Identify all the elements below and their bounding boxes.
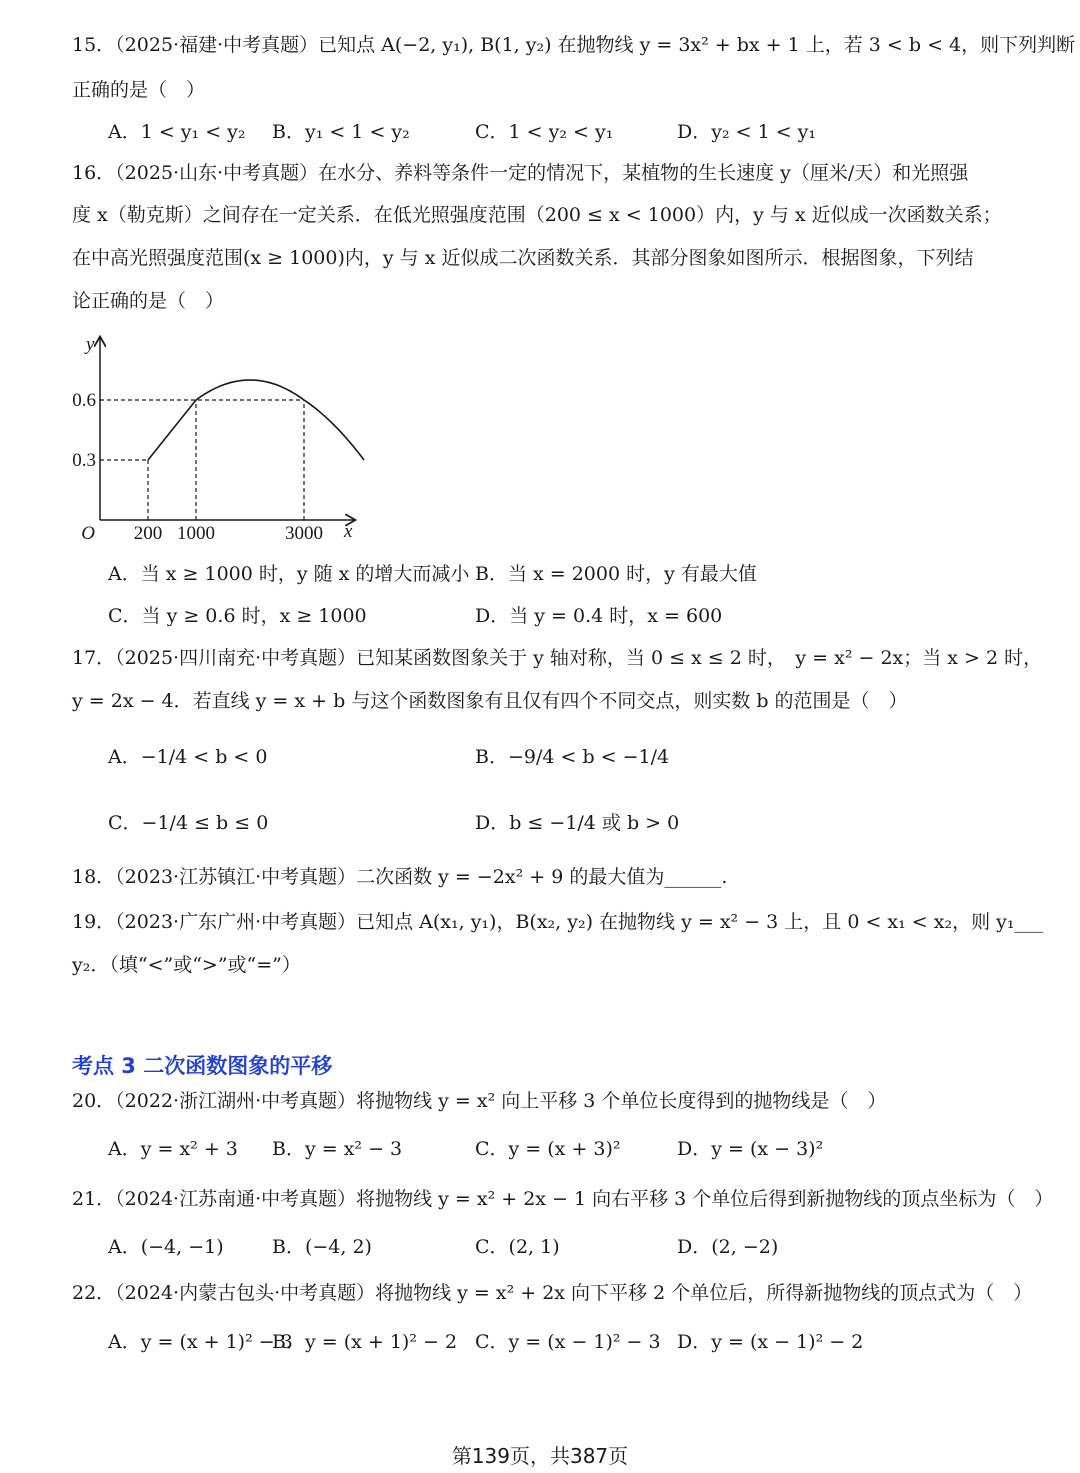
q18-text: 18．（2023·江苏镇江·中考真题）二次函数 y = −2x² + 9 的最大值为______. [72,866,728,888]
q17-option-c: C．−1/4 ≤ b ≤ 0 [108,812,269,834]
q15-option-b: B．y₁ < 1 < y₂ [272,121,410,143]
q20-option-c: C．y = (x + 3)² [475,1138,621,1160]
q17-option-d: D．b ≤ −1/4 或 b > 0 [475,812,680,834]
q15-text-line2: 正确的是（ ） [72,79,206,101]
q21-text: 21．（2024·江苏南通·中考真题）将抛物线 y = x² + 2x − 1 向右平移 3 个单位后得到新抛物线的顶点坐标为（ ） [72,1188,1054,1210]
linear-segment [148,400,196,460]
x-tick-label: 1000 [177,523,215,544]
q15-text-line1: 15．（2025·福建·中考真题）已知点 A(−2, y₁), B(1, y₂) 在抛物线 y = 3x² + bx + 1 上，若 3 < b < 4，则下列判断 [72,34,1076,56]
q16-text-line2: 度 x（勒克斯）之间存在一定关系．在低光照强度范围（200 ≤ x < 1000）内，y 与 x 近似成一次函数关系； [72,204,1002,226]
q20-option-a: A．y = x² + 3 [108,1138,238,1160]
quadratic-curve [196,380,364,460]
q20-option-b: B．y = x² − 3 [272,1138,403,1160]
q22-option-d: D．y = (x − 1)² − 2 [677,1331,864,1353]
q16-option-a: A．当 x ≥ 1000 时，y 随 x 的增大而减小 [108,563,470,585]
q19-text-line1: 19．（2023·广东广州·中考真题）已知点 A(x₁, y₁)，B(x₂, y₂) 在抛物线 y = x² − 3 上，且 0 < x₁ < x₂，则 y₁___ [72,911,1043,933]
x-tick-label: 200 [133,523,163,544]
q15-option-d: D．y₂ < 1 < y₁ [677,121,817,143]
q17-text-line1: 17．（2025·四川南充·中考真题）已知某函数图象关于 y 轴对称，当 0 ≤ x ≤ 2 时， y = x² − 2x；当 x > 2 时， [72,647,1043,669]
q16-option-b: B．当 x = 2000 时，y 有最大值 [475,563,757,585]
q15-option-c: C．1 < y₂ < y₁ [475,121,614,143]
page-number: 第139页，共387页 [451,1444,629,1468]
q16-function-graph [66,330,366,550]
origin-label: O [81,523,95,544]
q15-option-a: A．1 < y₁ < y₂ [108,121,246,143]
q22-option-a: A．y = (x + 1)² − 3 [108,1331,293,1353]
x-axis-label: x [344,521,353,542]
q21-option-b: B．(−4, 2) [272,1236,372,1258]
q16-option-d: D．当 y = 0.4 时，x = 600 [475,605,723,627]
q20-option-d: D．y = (x − 3)² [677,1138,824,1160]
section-heading: 考点 3 二次函数图象的平移 [72,1054,333,1078]
y-axis-label: y [86,334,95,355]
q19-text-line2: y₂．（填“<”或“>”或“=”） [72,954,301,976]
q22-option-b: B．y = (x + 1)² − 2 [272,1331,458,1353]
y-tick-label: 0.6 [72,390,96,411]
q21-option-c: C．(2, 1) [475,1236,560,1258]
x-tick-label: 3000 [285,523,323,544]
q22-text: 22．（2024·内蒙古包头·中考真题）将抛物线 y = x² + 2x 向下平移 2 个单位后，所得新抛物线的顶点式为（ ） [72,1282,1033,1304]
q17-text-line2: y = 2x − 4．若直线 y = x + b 与这个函数图象有且仅有四个不同交点，则实数 b 的范围是（ ） [72,690,908,712]
q16-text-line1: 16．（2025·山东·中考真题）在水分、养料等条件一定的情况下，某植物的生长速度 y（厘米/天）和光照强 [72,162,969,184]
q16-option-c: C．当 y ≥ 0.6 时，x ≥ 1000 [108,605,367,627]
q21-option-d: D．(2, −2) [677,1236,779,1258]
q21-option-a: A．(−4, −1) [108,1236,224,1258]
q20-text: 20．（2022·浙江湖州·中考真题）将抛物线 y = x² 向上平移 3 个单位长度得到的抛物线是（ ） [72,1090,887,1112]
q16-text-line3: 在中高光照强度范围(x ≥ 1000)内，y 与 x 近似成二次函数关系．其部分图象如图所示．根据图象，下列结 [72,247,974,269]
q22-option-c: C．y = (x − 1)² − 3 [475,1331,661,1353]
q16-text-line4: 论正确的是（ ） [72,290,225,312]
q17-option-a: A．−1/4 < b < 0 [108,746,268,768]
y-tick-label: 0.3 [72,450,96,471]
q17-option-b: B．−9/4 < b < −1/4 [475,746,670,768]
